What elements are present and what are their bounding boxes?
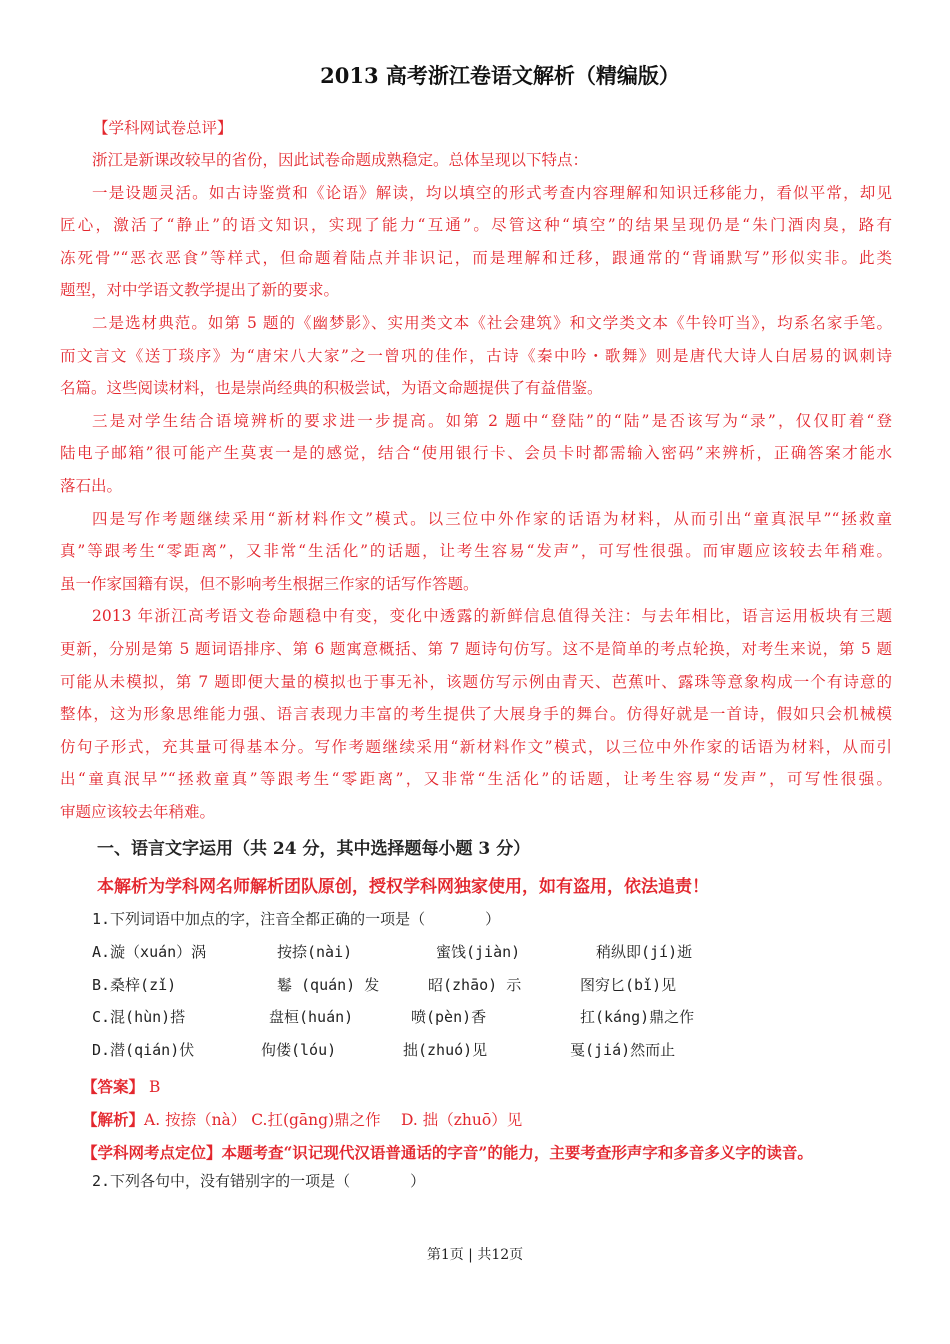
analysis-label: 【解析】 <box>82 1110 145 1129</box>
document-title: 2013 高考浙江卷语文解析（精编版） <box>320 63 680 88</box>
question-2-stem: 2.下列各句中，没有错别字的一项是（ ） <box>92 1172 426 1190</box>
review-paragraph-line: 陆电子邮箱”很可能产生莫衷一是的感觉，结合“使用银行卡、会员卡时都需输入密码”来辨析，正确答案才能水 <box>60 444 892 463</box>
option-item: 稍纵即(jí)逝 <box>596 943 693 961</box>
page-footer: 第1页 | 共12页 <box>426 1247 524 1263</box>
option-item: 图穷匕(bǐ)见 <box>580 975 677 994</box>
option-item: 佝偻(lóu) <box>261 1041 337 1060</box>
review-paragraph-line: 而文言文《送丁琰序》为“唐宋八大家”之一曾巩的佳作，古诗《秦中吟・歌舞》则是唐代大诗人白居易的讽刺诗 <box>60 346 892 365</box>
answer-value: B <box>148 1078 161 1096</box>
keypoint-text: 本题考查“识记现代汉语普通话的字音”的能力，主要考查形声字和多音多义字的读音。 <box>221 1143 813 1162</box>
review-header: 【学科网试卷总评】 <box>93 119 233 137</box>
option-item: 昭(zhāo) 示 <box>428 975 522 994</box>
review-paragraph-line: 更新，分别是第 5 题词语排序、第 6 题寓意概括、第 7 题诗句仿写。这不是简单的考点轮换，对考生来说，第 5 题 <box>60 639 892 658</box>
section-heading: 一、语言文字运用（共 24 分，其中选择题每小题 3 分） <box>97 839 531 859</box>
analysis-text: A. 按捺（nà） C.扛(gāng)鼎之作 D. 拙（zhuō）见 <box>144 1111 523 1129</box>
answer-label: 【答案】 <box>82 1077 145 1096</box>
option-item: B.桑梓(zǐ) <box>92 975 177 994</box>
option-item: D.潜(qián)伏 <box>92 1041 195 1060</box>
review-paragraph-line: 落石出。 <box>60 476 123 495</box>
review-paragraph-line: 二是选材典范。如第 5 题的《幽梦影》、实用类文本《社会建筑》和文学类文本《牛铃叮当》，均系名家手笔。 <box>92 313 892 332</box>
review-paragraph-line: 浙江是新课改较早的省份，因此试卷命题成熟稳定。总体呈现以下特点： <box>92 151 589 169</box>
option-item: 蜜饯(jiàn) <box>436 943 521 961</box>
review-paragraph-line: 一是设题灵活。如古诗鉴赏和《论语》解读，均以填空的形式考查内容理解和知识迁移能力，看似平常，却见 <box>92 183 892 202</box>
keypoint-label: 【学科网考点定位】 <box>82 1143 222 1162</box>
review-paragraph-line: 审题应该较去年稍难。 <box>60 802 216 821</box>
review-paragraph-line: 整体，这为形象思维能力强、语言表现力丰富的考生提供了大展身手的舞台。仿得好就是一首诗，假如只会机械模 <box>60 705 892 724</box>
option-item: 盘桓(huán) <box>269 1008 354 1027</box>
copyright-notice: 本解析为学科网名师解析团队原创，授权学科网独家使用，如有盗用，依法追责！ <box>97 877 709 897</box>
keypoint-line <box>82 1141 813 1163</box>
review-paragraph-line: 三是对学生结合语境辨析的要求进一步提高。如第 2 题中“登陆”的“陆”是否该写为“录”，仅仅盯着“登 <box>92 411 892 430</box>
review-paragraph-line: 冻死骨”“恶衣恶食”等样式，但命题着陆点并非识记，而是理解和迁移，跟通常的“背诵默写”形似实非。此类 <box>60 248 892 267</box>
question-1-stem: 1.下列词语中加点的字，注音全都正确的一项是（ ） <box>92 910 501 928</box>
review-paragraph-line: 出“童真泯早”“拯救童真”等跟考生“零距离”，又非常“生活化”的话题，让考生容易“发声”，可写性很强。 <box>60 770 892 789</box>
review-paragraph-line: 匠心，激活了“静止”的语文知识，实现了能力“互通”。尽管这种“填空”的结果呈现仍是“朱门酒肉臭，路有 <box>60 216 892 235</box>
answer-line <box>82 1075 160 1097</box>
review-paragraph-line: 题型，对中学语文教学提出了新的要求。 <box>60 281 340 300</box>
review-paragraph-line: 四是写作考题继续采用“新材料作文”模式。以三位中外作家的话语为材料，从而引出“童真泯早”“拯救童 <box>92 509 892 528</box>
review-paragraph-line: 仿句子形式，充其量可得基本分。写作考题继续采用“新材料作文”模式，以三位中外作家的话语为材料，从而引 <box>60 737 892 756</box>
option-item: 戛(jiá)然而止 <box>570 1041 676 1060</box>
review-paragraph-line: 可能从未模拟，第 7 题即便大量的模拟也于事无补，该题仿写示例由青天、芭蕉叶、露珠等意象构成一个有诗意的 <box>60 672 892 691</box>
analysis-line <box>82 1108 522 1130</box>
review-paragraph-line: 名篇。这些阅读材料，也是崇尚经典的积极尝试，为语文命题提供了有益借鉴。 <box>60 379 603 398</box>
option-item: 按捺(nài) <box>277 943 353 961</box>
option-item: C.混(hùn)搭 <box>92 1008 186 1027</box>
option-item: 鬈 (quán) 发 <box>277 975 380 994</box>
option-item: 喷(pèn)香 <box>411 1008 487 1027</box>
option-item: A.漩（xuán）涡 <box>92 943 207 961</box>
review-paragraph-line: 真”等跟考生“零距离”，又非常“生活化”的话题，让考生容易“发声”，可写性很强。而审题应该较去年稍难。 <box>60 542 892 561</box>
option-item: 扛(káng)鼎之作 <box>580 1008 695 1027</box>
review-paragraph-line: 虽一作家国籍有误，但不影响考生根据三作家的话写作答题。 <box>60 574 479 593</box>
review-paragraph-line: 2013 年浙江高考语文卷命题稳中有变，变化中透露的新鲜信息值得关注：与去年相比，语言运用板块有三题 <box>92 607 892 626</box>
review-body <box>60 144 892 828</box>
option-item: 拙(zhuó)见 <box>403 1041 488 1060</box>
